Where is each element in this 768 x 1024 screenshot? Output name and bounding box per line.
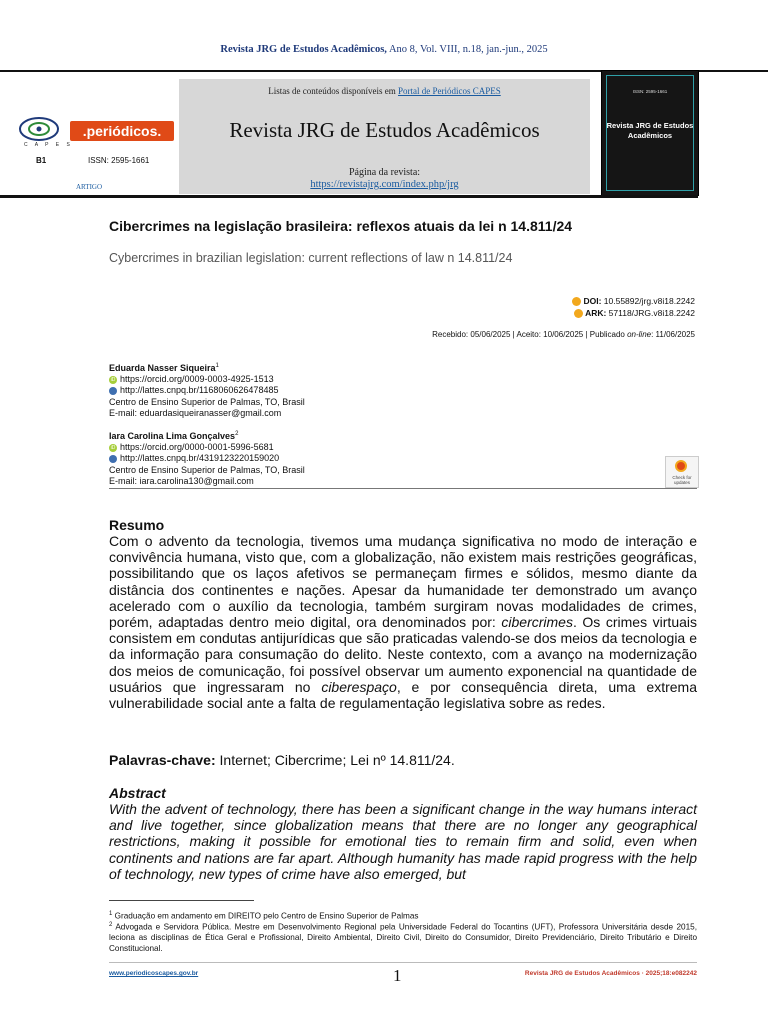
doi-label: DOI:	[583, 296, 602, 306]
author-email[interactable]: E-mail: eduardasiqueiranasser@gmail.com	[109, 407, 282, 418]
cover-title: Revista JRG de Estudos Acadêmicos	[606, 121, 694, 140]
journal-url-link[interactable]: https://revistajrg.com/index.php/jrg	[310, 179, 459, 190]
capes-logo-icon	[18, 116, 60, 142]
footnote-num: 2	[109, 922, 113, 928]
article-title-pt: Cibercrimes na legislação brasileira: reflexos atuais da lei n 14.811/24	[109, 218, 573, 234]
author-lattes-link[interactable]: http://lattes.cnpq.br/4319123220159020	[120, 453, 280, 464]
resumo-text	[109, 533, 697, 711]
ark-label: ARK:	[585, 308, 607, 318]
resumo-part: . Os crimes virtuais consistem em condutas antijurídicas que são praticadas valendo-se dos meios da tecnologia e da informação para consumação do delito. Neste contexto, com a avanço na modernização dos meios de comunicação, foi possível observar um aumento exponencial na quantidade de usuários que ingressaram no	[109, 614, 697, 695]
keywords-value: Internet; Cibercrime; Lei nº 14.811/24.	[215, 752, 455, 768]
resumo-part: , e por consequência direta, uma extrema vulnerabilidade social ante a falta de regulamentação legislativa sobre as redes.	[109, 678, 697, 712]
check-updates-icon	[675, 460, 687, 472]
issn-label: ISSN: 2595-1661	[88, 156, 150, 165]
author-orcid-link[interactable]: https://orcid.org/0009-0003-4925-1513	[120, 374, 274, 385]
author-institution: Centro de Ensino Superior de Palmas, TO, Brasil	[109, 464, 305, 475]
page-number: 1	[393, 966, 402, 985]
listas-line	[179, 86, 590, 96]
orcid-icon: iD	[110, 444, 116, 451]
doi-line	[500, 296, 695, 306]
article-type: ARTIGO	[76, 183, 103, 191]
capes-text: C A P E S	[24, 142, 73, 148]
portal-link[interactable]: Portal de Periódicos CAPES	[397, 86, 501, 96]
author-sup: 1	[215, 363, 219, 369]
author-lattes-link[interactable]: http://lattes.cnpq.br/1168060626478485	[120, 385, 279, 396]
running-header-issue: Ano 8, Vol. VIII, n.18, jan.-jun., 2025	[386, 44, 548, 55]
author-block	[109, 361, 305, 419]
dates-online: on-line	[627, 330, 652, 339]
dates-post: : 11/06/2025	[651, 330, 695, 339]
logo-area	[16, 110, 176, 154]
footnote-num: 1	[109, 911, 113, 917]
dates-pre: Recebido: 05/06/2025 | Aceito: 10/06/2025 | Publicado	[432, 330, 628, 339]
footnote-text: Graduação em andamento em DIREITO pelo Centro de Ensino Superior de Palmas	[112, 911, 419, 921]
header-rule-bottom	[0, 195, 698, 198]
publication-dates	[300, 330, 695, 339]
running-header-journal: Revista JRG de Estudos Acadêmicos,	[220, 44, 387, 55]
footer-citation: Revista JRG de Estudos Acadêmicos · 2025;18:e082242	[524, 970, 697, 977]
orcid-icon: iD	[110, 376, 116, 383]
abstract-heading: Abstract	[109, 785, 166, 801]
author-rule	[109, 488, 697, 489]
resumo-part: Com o advento da tecnologia, tivemos uma mudança significativa no modo de interação e convivência humana, visto que, com a globalização, não existem mais restrições geográficas, possibilitando que os laços afetivos se permaneçam firmes e sólidos, mesmo diante da distância dos continentes e nações. Apesar da humanidade ter demonstrado um avanço acelerado com o auxílio da tecnologia, também surgiram novas modalidades de crimes, porém, adaptadas dentro meio digital, ora denominados por:	[109, 533, 697, 631]
periodicos-logo: .periódicos.	[70, 121, 174, 141]
footnote-rule	[109, 900, 254, 901]
journal-title: Revista JRG de Estudos Acadêmicos	[229, 118, 540, 142]
article-title-en: Cybercrimes in brazilian legislation: current reflections of law n 14.811/24	[109, 251, 513, 265]
check-updates-label: Check for updates	[672, 475, 692, 485]
footer-link[interactable]: www.periodicoscapes.gov.br	[109, 970, 199, 977]
lattes-icon	[109, 387, 117, 395]
author-block	[109, 429, 305, 487]
doi-value[interactable]: 10.55892/jrg.v8i18.2242	[601, 296, 695, 306]
running-header	[0, 44, 768, 55]
footnote-text: Advogada e Servidora Pública. Mestre em Desenvolvimento Regional pela Universidade Federal do Tocantins (UFT), Professora Universitária desde 2015, leciona as disciplinas de Ética Geral e Profissional, Direito Ambiental, Direito Civil, Direito do Consumidor, Direito Previdenciário, Direito Tributário e Direito Constitucional.	[109, 922, 697, 953]
pagina-label: Página da revista:	[348, 167, 421, 178]
resumo-italic: ciberespaço	[321, 678, 397, 695]
keywords-label: Palavras-chave:	[109, 752, 216, 768]
author-sup: 2	[235, 431, 239, 437]
doi-icon	[572, 297, 581, 306]
qualis-badge: B1	[36, 156, 47, 165]
resumo-italic: cibercrimes	[501, 614, 573, 631]
author-orcid-link[interactable]: https://orcid.org/0000-0001-5996-5681	[120, 442, 274, 453]
lattes-icon	[109, 455, 117, 463]
resumo-heading: Resumo	[109, 517, 165, 533]
journal-cover	[601, 70, 699, 196]
cover-issn: ISSN: 2595-1661	[632, 89, 668, 94]
author-name: Iara Carolina Lima Gonçalves	[109, 431, 236, 441]
ark-icon	[574, 309, 583, 318]
ark-line	[500, 308, 695, 318]
abstract-text: With the advent of technology, there has been a significant change in the way humans interact and live together, since globalization means that there are no longer any geographical restrictions, making it possible for emotional ties to remain firm and solid, even when continents and nations are far apart. Although humanity has made rapid progress with the help of technology, new types of crime have also emerged, but	[109, 801, 697, 882]
listas-prefix: Listas de conteúdos disponíveis em	[268, 86, 398, 96]
check-for-updates-button[interactable]	[665, 456, 699, 488]
keywords	[109, 752, 455, 768]
ark-value[interactable]: 57118/JRG.v8i18.2242	[606, 308, 695, 318]
footnote	[109, 920, 697, 954]
author-institution: Centro de Ensino Superior de Palmas, TO, Brasil	[109, 396, 305, 407]
author-name: Eduarda Nasser Siqueira	[109, 363, 216, 373]
footer-rule	[109, 962, 697, 963]
author-email[interactable]: E-mail: iara.carolina130@gmail.com	[109, 475, 254, 486]
